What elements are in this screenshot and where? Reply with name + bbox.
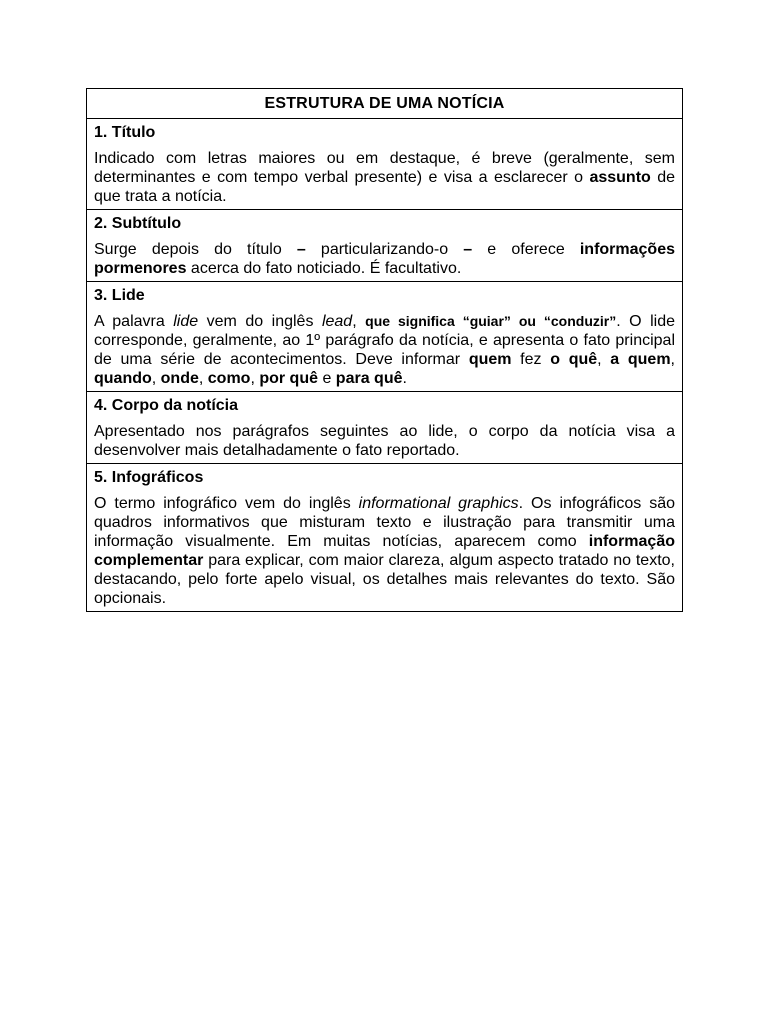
bold-text: como: [207, 370, 251, 387]
section-body: [94, 149, 675, 206]
section-title: 2. Subtítulo: [94, 215, 182, 232]
bold-text: informações pormenores: [94, 241, 675, 277]
bold-text: assunto: [589, 169, 651, 186]
body-text: . O lide corresponde, geralmente, ao 1º parágrafo da notícia, e apresenta o fato principal de uma série de acontecimentos. Deve informar: [94, 313, 676, 368]
section-body: [94, 494, 675, 608]
body-text: . Os infográficos são quadros informativos que misturam texto e ilustração para transmitir uma informação visualmente. Em muitas notícias, aparecem como: [94, 495, 676, 550]
bold-text: o quê: [550, 351, 598, 368]
body-text: Apresentado nos parágrafos seguintes ao lide, o corpo da notícia visa a desenvolver mais detalhadamente o fato reportado.: [94, 423, 675, 459]
body-text: particularizando-o: [305, 241, 464, 258]
section-lide: [87, 282, 682, 392]
body-text: ,: [352, 313, 366, 330]
body-text: .: [402, 370, 407, 387]
body-text: ,: [151, 370, 161, 387]
body-text: acerca do fato noticiado. É facultativo.: [186, 260, 462, 277]
bold-text: –: [296, 241, 306, 258]
body-text: e oferece: [472, 241, 580, 258]
body-text: ,: [670, 351, 675, 368]
section-body: [94, 240, 675, 278]
bold-text: quem: [468, 351, 512, 368]
section-infograficos: [87, 464, 682, 611]
body-text: Indicado com letras maiores ou em destaque, é breve (geralmente, sem determinantes e com tempo verbal presente) e visa a esclarecer o: [94, 150, 675, 186]
table-header: ESTRUTURA DE UMA NOTÍCIA: [87, 89, 682, 119]
body-text: fez: [511, 351, 551, 368]
section-body: [94, 312, 675, 388]
section-title: 3. Lide: [94, 287, 145, 304]
section-titulo: [87, 119, 682, 210]
body-text: ,: [198, 370, 208, 387]
bold-text: a quem: [610, 351, 671, 368]
emphasis-text: que significa “guiar” ou “conduzir”: [365, 313, 617, 329]
bold-text: –: [463, 241, 473, 258]
body-text: e: [318, 370, 336, 387]
bold-text: informação complementar: [94, 533, 675, 569]
body-text: vem do inglês: [198, 313, 322, 330]
body-text: Surge depois do título: [94, 241, 297, 258]
section-body: [94, 422, 675, 460]
body-text: para explicar, com maior clareza, algum aspecto tratado no texto, destacando, pelo forte apelo visual, os detalhes mais relevantes do texto. São opcionais.: [94, 552, 675, 607]
bold-text: quando: [94, 370, 152, 387]
bold-text: para quê: [335, 370, 403, 387]
section-subtitulo: [87, 210, 682, 282]
section-title: 5. Infográficos: [94, 469, 204, 486]
body-text: A palavra: [94, 313, 174, 330]
document-table: [86, 88, 683, 612]
section-title: 1. Título: [94, 124, 156, 141]
section-corpo: [87, 392, 682, 464]
body-text: ,: [250, 370, 260, 387]
italic-text: lead: [321, 313, 353, 330]
body-text: ,: [597, 351, 611, 368]
body-text: de que trata a notícia.: [94, 169, 675, 205]
bold-text: onde: [160, 370, 199, 387]
body-text: O termo infográfico vem do inglês: [94, 495, 359, 512]
italic-text: lide: [173, 313, 199, 330]
bold-text: por quê: [259, 370, 318, 387]
italic-text: informational graphics: [358, 495, 519, 512]
section-title: 4. Corpo da notícia: [94, 397, 239, 414]
